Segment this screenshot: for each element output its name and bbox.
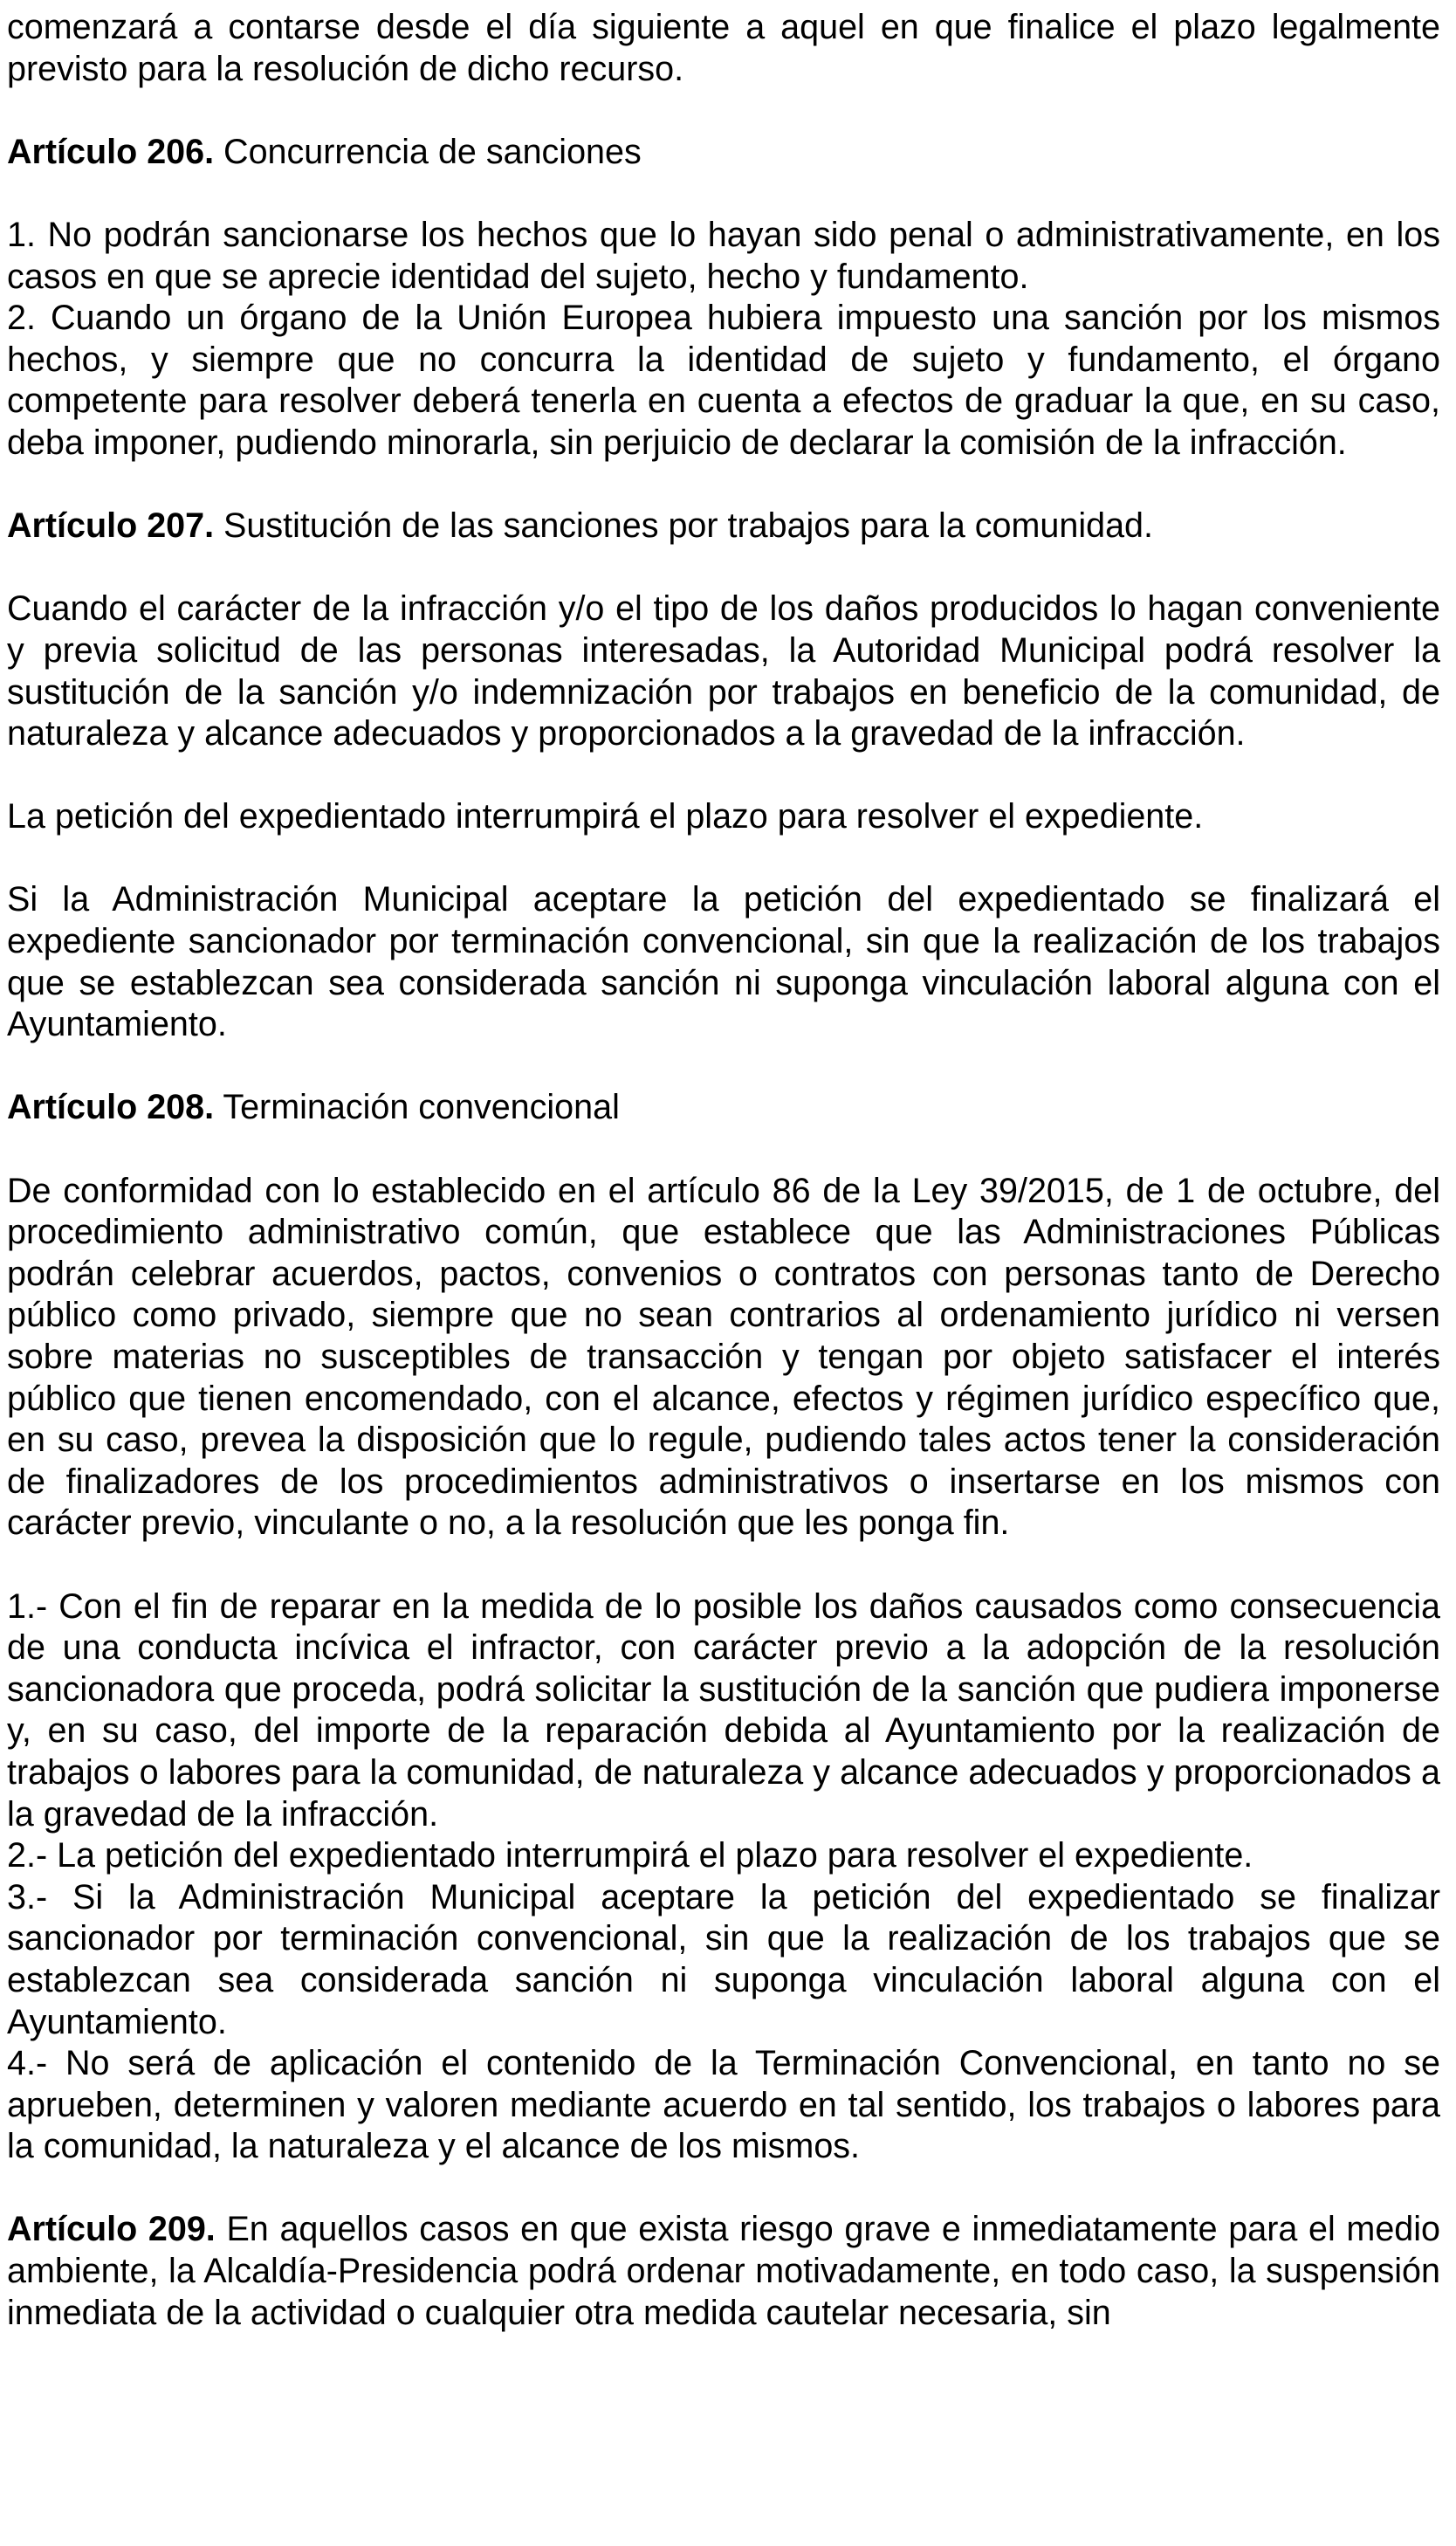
- paragraph: 3.- Si la Administración Municipal aceptare la petición del expedientado se finalizar sancionador por terminación convencional, sin que la realización de los trabajos que se establezcan sea considerada sanción ni suponga vinculación laboral alguna con el Ayuntamiento.: [7, 1877, 1440, 2041]
- paragraph: comenzará a contarse desde el día siguiente a aquel en que finalice el plazo legalmente previsto para la resolución de dicho recurso.: [7, 8, 1440, 88]
- article-number: Artículo 206.: [7, 132, 215, 171]
- paragraph: 1.- Con el fin de reparar en la medida de lo posible los daños causados como consecuencia de una conducta incívica el infractor, con carácter previo a la adopción de la resolución sancionadora que proceda, podrá solicitar la sustitución de la sanción que pudiera imponerse y, en su caso, del importe de la reparación debida al Ayuntamiento por la realización de trabajos o labores para la comunidad, de naturaleza y alcance adecuados y proporcionados a la gravedad de la infracción.: [7, 1586, 1440, 1834]
- paragraph: 2.- La petición del expedientado interrumpirá el plazo para resolver el expediente.: [7, 1836, 1253, 1875]
- article-title: Sustitución de las sanciones por trabajos para la comunidad.: [214, 506, 1153, 546]
- article-number: Artículo 209.: [7, 2210, 216, 2249]
- paragraph: 4.- No será de aplicación el contenido de la Terminación Convencional, en tanto no se aprueben, determinen y valoren mediante acuerdo en tal sentido, los trabajos o labores para la comunidad, la naturaleza y el alcance de los mismos.: [7, 2044, 1440, 2166]
- paragraph: Cuando el carácter de la infracción y/o el tipo de los daños producidos lo hagan conveniente y previa solicitud de las personas interesadas, la Autoridad Municipal podrá resolver la sustitución de la sanción y/o indemnización por trabajos en beneficio de la comunidad, de naturaleza y alcance adecuados y proporcionados a la gravedad de la infracción.: [7, 589, 1440, 753]
- article-title: Concurrencia de sanciones: [214, 132, 642, 171]
- article-number: Artículo 208.: [7, 1088, 215, 1127]
- paragraph: 1. No podrán sancionarse los hechos que lo hayan sido penal o administrativamente, en los casos en que se aprecie identidad del sujeto, hecho y fundamento.: [7, 215, 1440, 296]
- document-page: [7, 7, 1440, 2334]
- article-heading-207: [7, 506, 1440, 547]
- paragraph: La petición del expedientado interrumpirá el plazo para resolver el expediente.: [7, 797, 1204, 836]
- paragraph-text: En aquellos casos en que exista riesgo grave e inmediatamente para el medio ambiente, la Alcaldía-Presidencia podrá ordenar motivadamente, en todo caso, la suspensión inmediata de la actividad o cualquier otra medida cautelar necesaria, sin: [7, 2210, 1440, 2332]
- paragraph: Si la Administración Municipal aceptare la petición del expedientado se finalizará el expediente sancionador por terminación convencional, sin que la realización de los trabajos que se establezcan sea considerada sanción ni suponga vinculación laboral alguna con el Ayuntamiento.: [7, 880, 1440, 1044]
- paragraph: 2. Cuando un órgano de la Unión Europea hubiera impuesto una sanción por los mismos hechos, y siempre que no concurra la identidad de sujeto y fundamento, el órgano competente para resolver deberá tenerla en cuenta a efectos de graduar la que, en su caso, deba imponer, pudiendo minorarla, sin perjuicio de declarar la comisión de la infracción.: [7, 299, 1440, 462]
- article-title: Terminación convencional: [214, 1088, 620, 1127]
- paragraph: De conformidad con lo establecido en el artículo 86 de la Ley 39/2015, de 1 de octubre, del procedimiento administrativo común, que establece que las Administraciones Públicas podrán celebrar acuerdos, pactos, convenios o contratos con personas tanto de Derecho público como privado, siempre que no sean contrarios al ordenamiento jurídico ni versen sobre materias no susceptibles de transacción y tengan por objeto satisfacer el interés público que tienen encomendado, con el alcance, efectos y régimen jurídico específico que, en su caso, prevea la disposición que lo regule, pudiendo tales actos tener la consideración de finalizadores de los procedimientos administrativos o insertarse en los mismos con carácter previo, vinculante o no, a la resolución que les ponga fin.: [7, 1171, 1440, 1543]
- article-heading-206: [7, 132, 1440, 174]
- article-209-paragraph: [7, 2209, 1440, 2334]
- article-heading-208: [7, 1087, 1440, 1129]
- article-number: Artículo 207.: [7, 506, 215, 546]
